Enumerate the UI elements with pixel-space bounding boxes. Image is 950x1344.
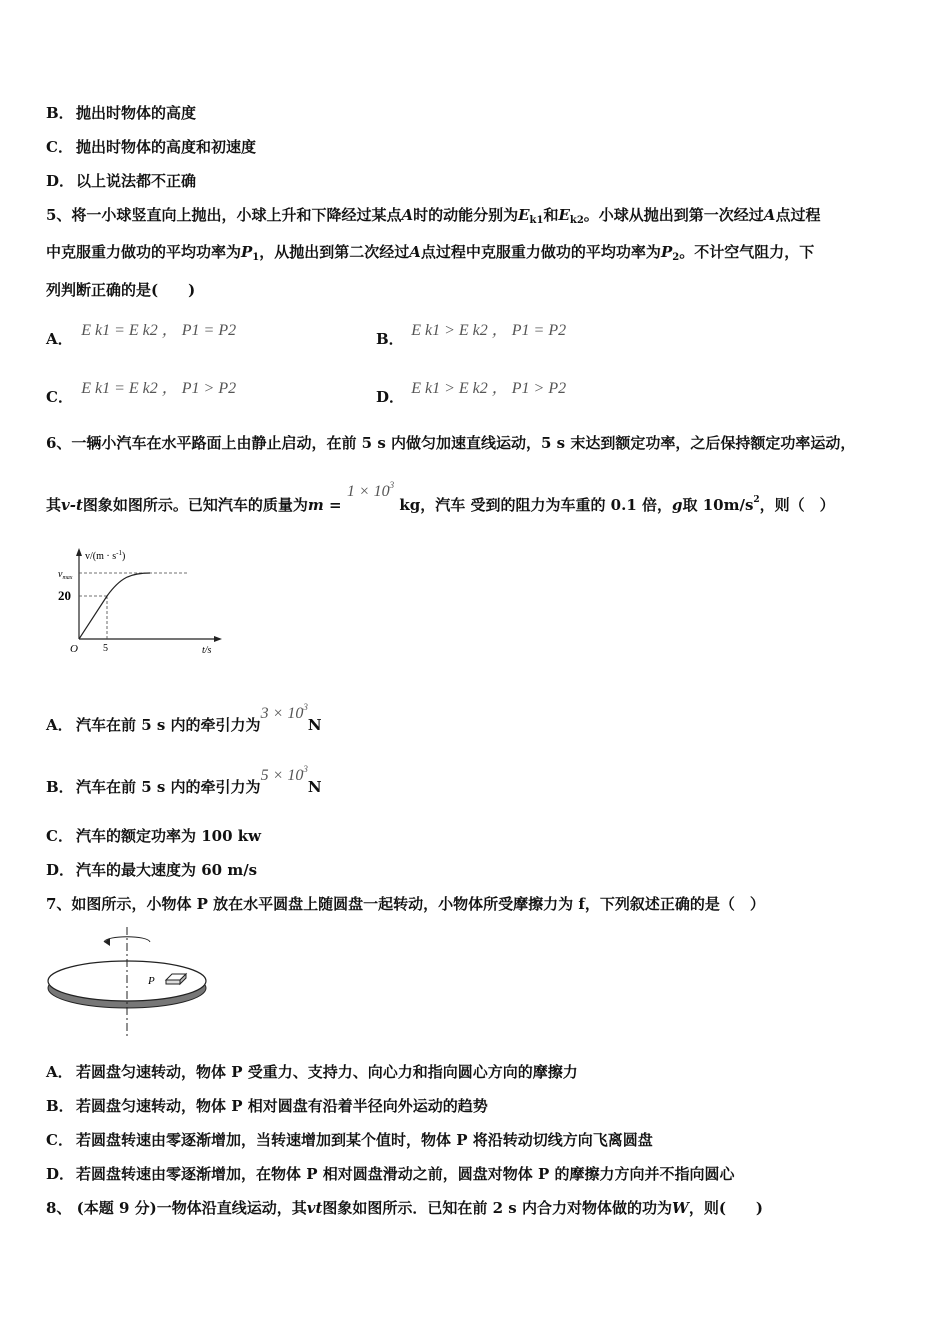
vmax-label: $v_{max}$ <box>58 569 73 581</box>
mass-value: $1 \times 10^3$ <box>346 480 395 500</box>
x-axis-label: t/s <box>202 645 212 656</box>
q5-option-b-formula: E k1 > E k2 ， P1 = P2 <box>411 322 567 339</box>
y-axis-label: $v/(m \cdot s^{-1})$ <box>85 549 126 562</box>
q4-option-c: C． 抛出时物体的高度和初速度 <box>46 138 257 156</box>
q5-stem-line-3: 列判断正确的是( ) <box>46 281 196 299</box>
q7-option-c: C． 若圆盘转速由零逐渐增加，当转速增加到某个值时，物体 P 将沿转动切线方向飞离圆盘 <box>46 1131 653 1149</box>
q6-option-c: C． 汽车的额定功率为 100 kw <box>46 827 262 845</box>
q5-stem-line-1: 5、将一小球竖直向上抛出，小球上升和下降经过某点A时的动能分别为$E_{k1}$和$E_{k2}$。小球从抛出到第一次经过A点过程 <box>46 206 821 226</box>
x-axis-arrow <box>214 636 222 642</box>
q5-option-d-formula: E k1 > E k2 ， P1 > P2 <box>411 380 567 397</box>
q7-option-d: D． 若圆盘转速由零逐渐增加，在物体 P 相对圆盘滑动之前，圆盘对物体 P 的摩擦力方向并不指向圆心 <box>46 1165 735 1183</box>
q7-option-a: A． 若圆盘匀速转动，物体 P 受重力、支持力、向心力和指向圆心方向的摩擦力 <box>46 1063 578 1081</box>
origin-label: O <box>70 643 78 655</box>
q5-option-c-formula: E k1 = E k2 ， P1 > P2 <box>81 380 237 397</box>
y-tick-20: 20 <box>58 588 71 603</box>
x-tick-5: 5 <box>103 643 108 654</box>
object-p-label: P <box>148 975 155 987</box>
q7-stem: 7、如图所示，小物体 P 放在水平圆盘上随圆盘一起转动，小物体所受摩擦力为 f，下列叙述正确的是（ ） <box>46 895 765 913</box>
q8-stem: 8、 (本题 9 分)一物体沿直线运动，其vt图象如图所示．已知在前 2 s 内合力对物体做的功为W，则( ) <box>46 1199 764 1217</box>
q5-stem-line-2: 中克服重力做功的平均功率为$P_1$，从抛出到第二次经过A点过程中克服重力做功的平均功率为$P_2$。不计空气阻力，下 <box>46 243 815 263</box>
q7-option-b: B． 若圆盘匀速转动，物体 P 相对圆盘有沿着半径向外运动的趋势 <box>46 1097 488 1115</box>
q6-stem-line-2: 其v-t图象如图所示。已知汽车的质量为$m = 1 \times 10^3$ kg，汽车 受到的阻力为车重的 0.1 倍，g取 $10m/s^2$，则（ ） <box>46 480 835 514</box>
q4-option-d: D． 以上说法都不正确 <box>46 172 197 190</box>
vt-graph <box>52 543 232 658</box>
q6-stem-line-1: 6、一辆小汽车在水平路面上由静止启动，在前 5 s 内做匀加速直线运动，5 s 末达到额定功率，之后保持额定功率运动， <box>46 434 856 452</box>
q5-option-c: C． E k1 = E k2 ， P1 > P2 <box>46 380 237 406</box>
force-value-a: $3 \times 10^3$ <box>260 702 308 722</box>
q4-option-b: B． 抛出时物体的高度 <box>46 104 197 122</box>
q6-option-b: B． 汽车在前 5 s 内的牵引力为$5 \times 10^3N$ <box>46 764 322 796</box>
q5-option-b: B． E k1 > E k2 ， P1 = P2 <box>376 322 567 348</box>
rotating-disk-figure <box>44 925 214 1043</box>
q5-option-a-formula: E k1 = E k2 ， P1 = P2 <box>81 322 237 339</box>
q5-option-a: A． E k1 = E k2 ， P1 = P2 <box>46 322 237 348</box>
object-p-side <box>166 980 180 984</box>
q6-option-d: D． 汽车的最大速度为 60 m/s <box>46 861 258 879</box>
force-value-b: $5 \times 10^3$ <box>260 764 308 784</box>
y-axis-arrow <box>76 548 82 556</box>
velocity-curve <box>79 573 150 639</box>
q5-option-d: D． E k1 > E k2 ， P1 > P2 <box>376 380 567 406</box>
q6-option-a: A． 汽车在前 5 s 内的牵引力为$3 \times 10^3N$ <box>46 702 322 734</box>
